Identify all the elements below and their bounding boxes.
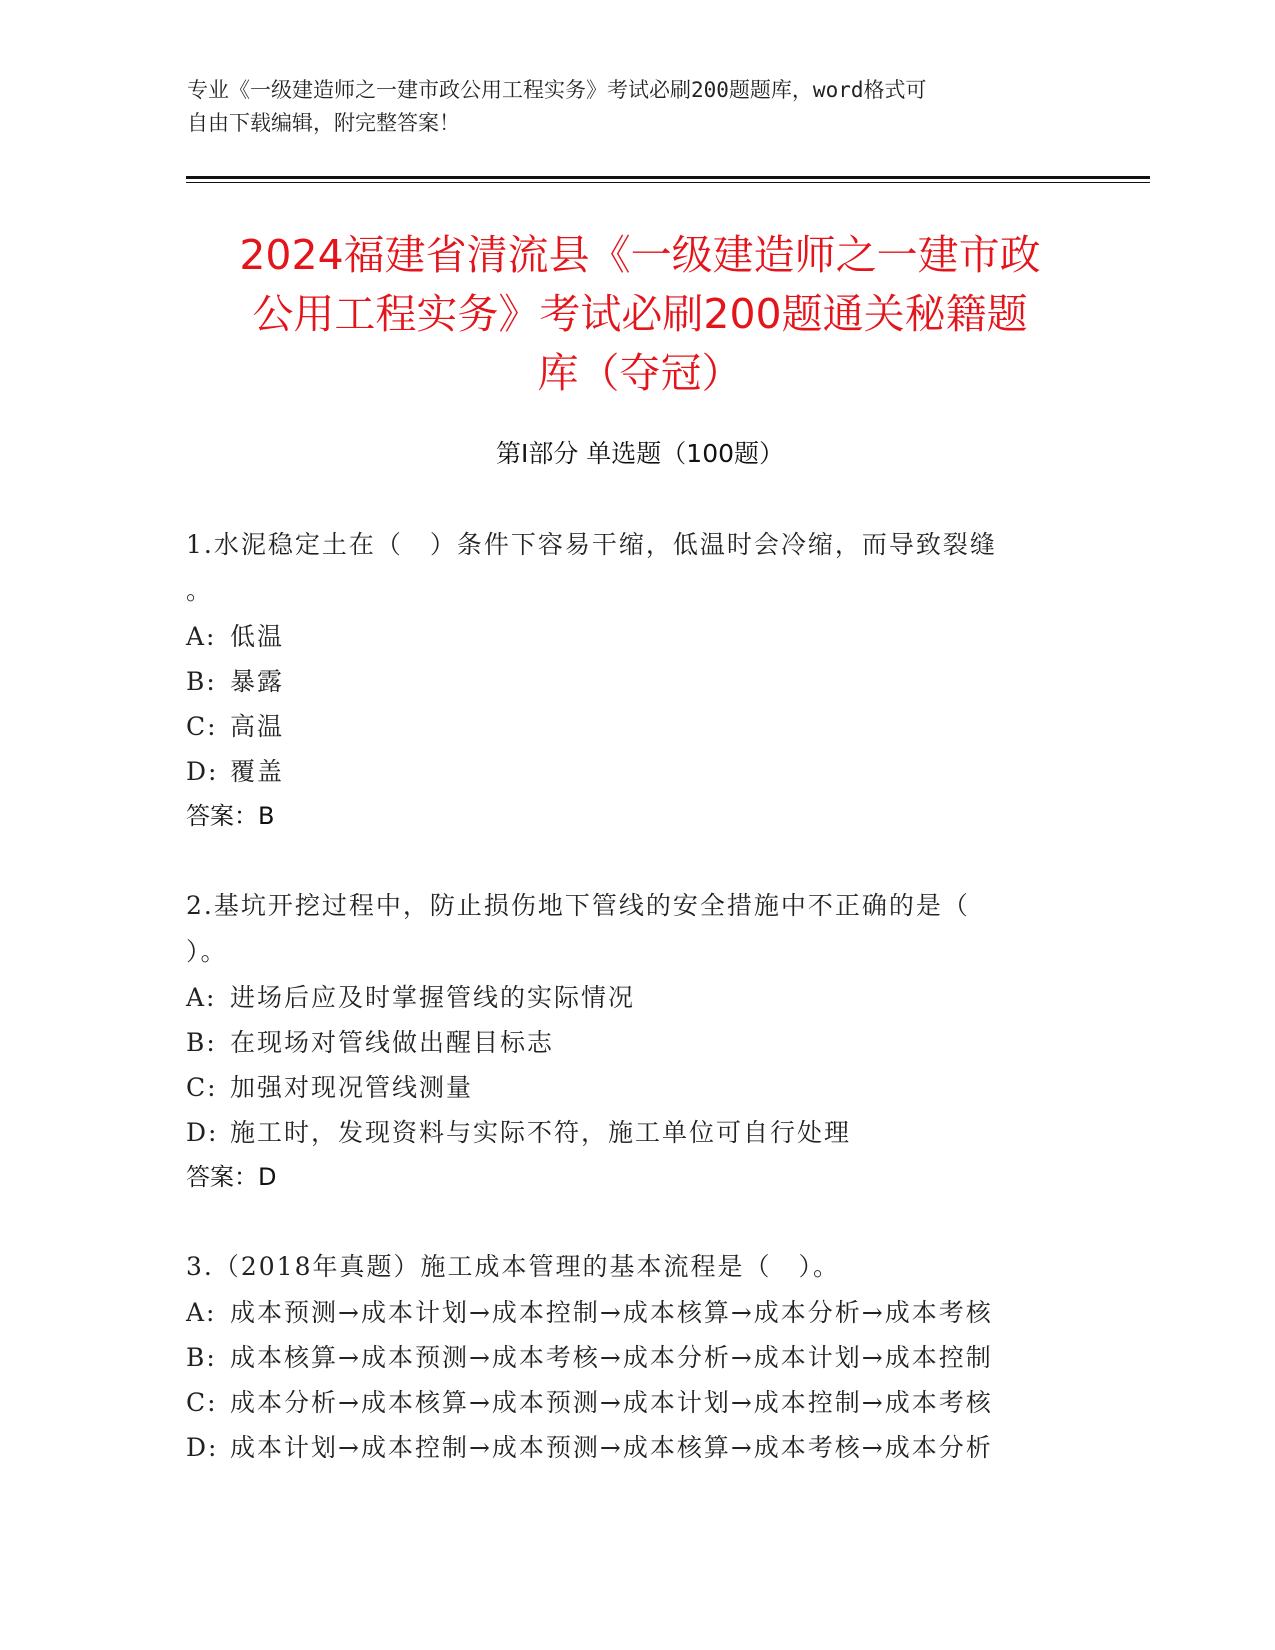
option-key: D: [186,757,219,786]
option-b [186,1020,1086,1065]
document-title-line-2: 公用工程实务》考试必刷200题通关秘籍题 [252,290,1028,338]
option-a [186,975,1086,1020]
option-text: 覆盖 [230,757,285,786]
header-divider-thick [186,176,1150,179]
option-text: 暴露 [230,667,285,696]
option-text: 加强对现况管线测量 [230,1073,474,1102]
question-stem: 3.（2018年真题）施工成本管理的基本流程是（ ）。 [186,1252,840,1281]
option-c [186,1380,1086,1425]
option-key: B: [186,1343,217,1372]
option-key: A: [186,983,217,1012]
option-d [186,749,1086,794]
option-text: 高温 [230,712,285,741]
header-note [187,74,1067,140]
option-key: D: [186,1433,219,1462]
question-stem-continuation: ）。 [186,937,228,966]
option-c [186,704,1086,749]
document-title-line-1: 2024福建省清流县《一级建造师之一建市政 [239,231,1041,279]
answer: 答案：B [186,802,275,830]
option-a [186,1290,1086,1335]
header-note-line-2: 自由下载编辑，附完整答案！ [187,111,460,135]
question-1 [186,522,1086,839]
option-text: 成本核算→成本预测→成本考核→成本分析→成本计划→成本控制 [230,1343,993,1372]
option-a [186,614,1086,659]
option-b [186,1335,1086,1380]
option-text: 进场后应及时掌握管线的实际情况 [230,983,636,1012]
option-text: 成本计划→成本控制→成本预测→成本核算→成本考核→成本分析 [230,1433,993,1462]
option-key: C: [186,1073,218,1102]
question-stem-continuation: 。 [186,576,214,605]
question-stem: 1.水泥稳定土在（ ）条件下容易干缩，低温时会冷缩，而导致裂缝 [186,530,997,559]
option-key: A: [186,622,217,651]
option-text: 成本分析→成本核算→成本预测→成本计划→成本控制→成本考核 [230,1388,993,1417]
question-list [186,522,1086,1514]
document-title-line-3: 库（夺冠） [537,349,743,397]
option-key: D: [186,1118,219,1147]
header-divider-thin [186,182,1150,183]
option-key: A: [186,1298,217,1327]
option-text: 施工时，发现资料与实际不符，施工单位可自行处理 [230,1118,852,1147]
header-note-line-1: 专业《一级建造师之一建市政公用工程实务》考试必刷200题题库，word格式可 [187,78,927,102]
option-text: 在现场对管线做出醒目标志 [230,1028,555,1057]
option-d [186,1425,1086,1470]
option-key: B: [186,1028,217,1057]
option-d [186,1110,1086,1155]
question-stem: 2.基坑开挖过程中，防止损伤地下管线的安全措施中不正确的是（ [186,891,970,920]
option-key: B: [186,667,217,696]
question-2 [186,883,1086,1200]
option-key: C: [186,712,218,741]
section-heading: 第Ⅰ部分 单选题（100题） [495,439,785,468]
option-text: 低温 [230,622,285,651]
option-key: C: [186,1388,218,1417]
answer: 答案：D [186,1163,277,1191]
option-b [186,659,1086,704]
option-c [186,1065,1086,1110]
option-text: 成本预测→成本计划→成本控制→成本核算→成本分析→成本考核 [230,1298,993,1327]
document-title [180,226,1100,403]
question-3 [186,1244,1086,1470]
